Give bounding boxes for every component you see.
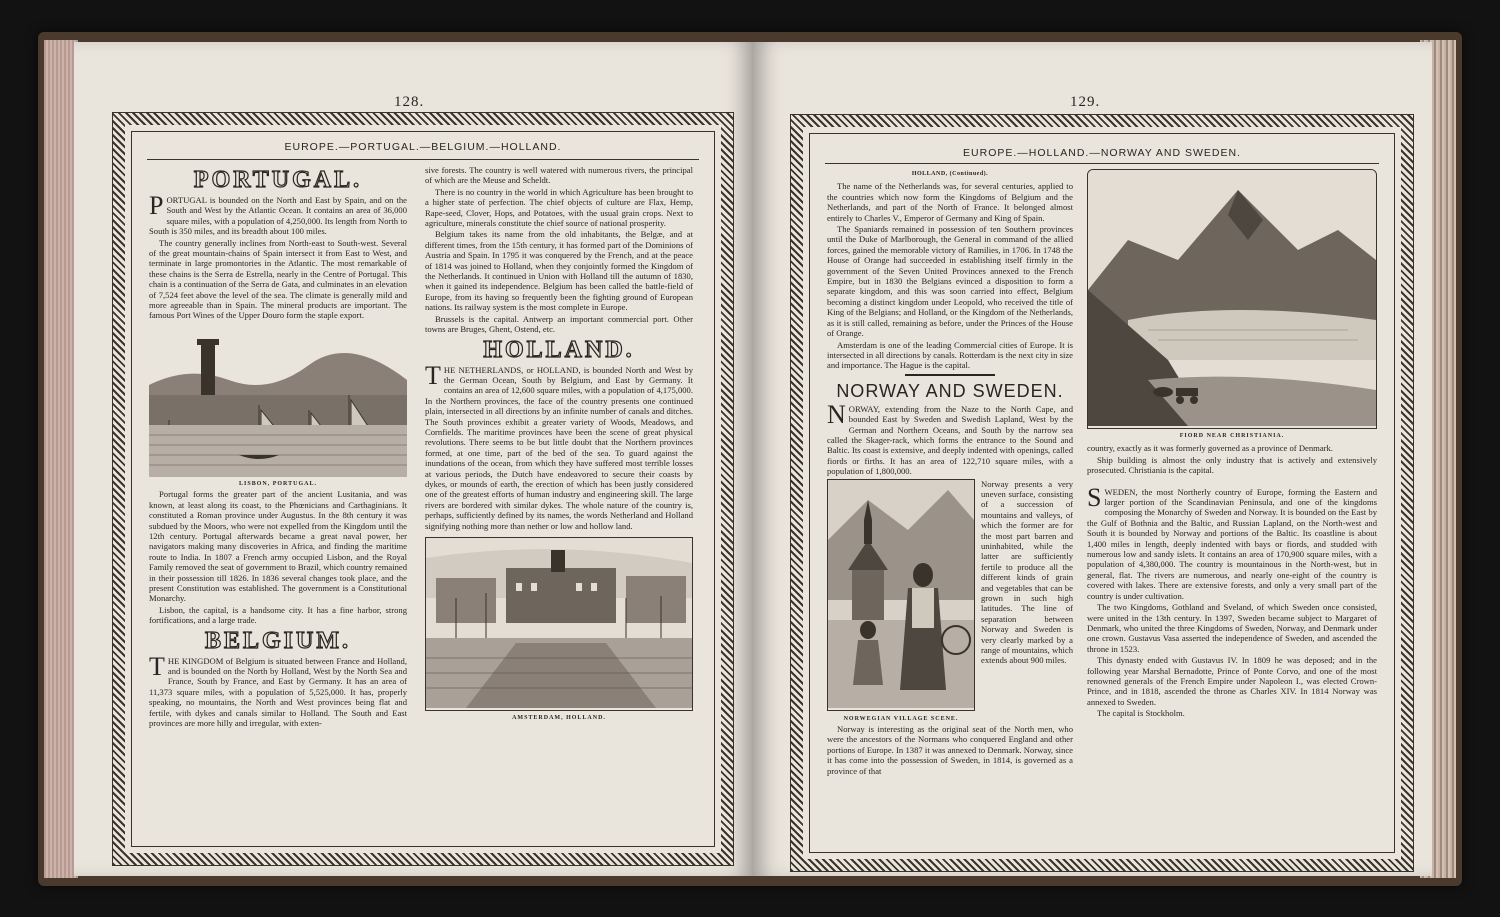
norway-figure-row <box>827 479 1073 724</box>
dropcap: S <box>1087 482 1102 512</box>
paragraph: This dynasty ended with Gustavus IV. In 1809 he was deposed; and in the following year Marshal Bernadotte, Prince of Ponte Corvo, and one of the most renowned generals of the French Empire under Napoleon I., was elected Crown-Prince, and in 1818, ascended the throne as Charles XIV. In 1814 Norway was annexed to Sweden. <box>1087 655 1377 707</box>
paragraph: The Spaniards remained in possession of ten Southern provinces until the Duke of Marlborough, the General in command of the allied forces, gained the memorable victory of Ramilies, in 1706. In 1748 the House of Orange had succeeded in establishing itself firmly in the government of the Seven United Provinces annexed to the French Empire, but in 1830 the Belgians evinced a disposition to form a separate kingdom, and this was soon carried into effect, Belgium becoming a distinct kingdom under Leopold, who received the title of King of the Belgians; and Holland, or the Kingdom of the Netherlands, as it is still called, remaining as before, under the Princes of the House of Orange. <box>827 224 1073 339</box>
paragraph <box>1087 482 1377 601</box>
paragraph-text: WEDEN, the most Northerly country of Europe, forming the Eastern and larger portion of the Scandinavian Peninsula, and one of the kingdoms composing the Monarchy of Sweden and Norway. It is bounded on the East by the Gulf of Bothnia and the Baltic, and Russian Lapland, on the North-west and South it is bounded by Norway and portions of the Baltic. Its coastline is about 1,400 miles in length, deeply indented with bays or fiords, and studded with numerous low and sandy islets. It contains an area of 170,900 square miles, with a population of 4,380,000. The country is mountainous in the North-west, but in general, flat. The rivers are numerous, and nearly one-eight of the country is covered with lakes. There are extensive forests, and only a very small part of the country is under cultivation. <box>1087 486 1377 601</box>
page-edges-left <box>44 40 78 878</box>
left-column-2 <box>425 165 693 723</box>
paragraph: Belgium takes its name from the old inhabitants, the Belgæ, and at different times, from the 15th century, it has formed part of the Dominions of Austria and Spain. In 1795 it was conquered by the French, and at the peace of 1814 was joined to Holland, when they conjointly formed the Kingdom of the Netherlands. It continued in Union with Holland till the autumn of 1830, when it gained its independence. Belgium has been called the battle-field of Europe, from its having so frequently been the fighting ground of European nations. Its railway system is the most complete in Europe. <box>425 229 693 313</box>
paragraph-text: ORWAY, extending from the Naze to the North Cape, and bounded East by Sweden and Swedish Lapland, West by the German and Northern Oceans, and South by the narrow sea called the Skager-rack, which forms the entrance to the Sound and Baltic. Its coast is extensive, and deeply indented with openings, called fiords or firths. It has an area of 122,710 square miles, with a population of 1,800,000. <box>827 403 1073 477</box>
paragraph <box>149 651 407 729</box>
section-title-portugal: PORTUGAL. <box>193 167 363 193</box>
lisbon-engraving <box>149 325 407 477</box>
paragraph: The name of the Netherlands was, for several centuries, applied to the countries which now form the Kingdoms of Belgium and the Netherlands, and part of the North of France. It belonged almost entirely to Charles V., Emperor of Germany and King of Spain. <box>827 181 1073 223</box>
right-page <box>752 42 1432 876</box>
image-caption: NORWEGIAN VILLAGE SCENE. <box>843 715 959 722</box>
paragraph <box>425 360 693 532</box>
image-caption: LISBON, PORTUGAL. <box>239 480 317 487</box>
section-title-belgium: BELGIUM. <box>204 627 351 654</box>
paragraph: Brussels is the capital. Antwerp an important commercial port. Other towns are Bruges, Ghent, Ostend, etc. <box>425 313 693 335</box>
dropcap: P <box>149 191 164 220</box>
right-column-2 <box>1087 169 1377 720</box>
paragraph: The capital is Stockholm. <box>1097 708 1185 719</box>
ornamental-frame <box>790 114 1414 872</box>
paragraph: Portugal forms the greater part of the ancient Lusitania, and was known, at least along its coast, to the Phœnicians and Carthaginians. It constituted a Roman province under Augustus. In the 8th century it was subdued by the Moors, who were not expelled from the Kingdom until the 12th century. Portugal afterwards became a great naval power, her navigators making many discoveries in Africa, and finding the maritime route to India. In 1807 a French army occupied Lisbon, and the Royal Family removed the seat of government to Brazil, which country remained in their possession till 1826. In 1836 several changes took place, and the present Constitution was established. The government is a Constitutional Monarchy. <box>149 489 407 604</box>
page-number: 129. <box>1070 94 1101 110</box>
left-column-1 <box>149 165 407 729</box>
paragraph-text: HE KINGDOM of Belgium is situated between France and Holland, and is bounded on the North by Holland, West by the North Sea and France, South by France, and East by Germany. It has an area of 11,373 square miles, with a population of 5,525,000. It has, properly speaking, no mountains, the North and West provinces being flat and fertile, with dykes and canals similar to Holland. The South and East provinces are more hilly and irregular, with exten- <box>149 655 407 728</box>
paragraph: The country generally inclines from North-east to South-west. Several of the great mountain-chains of Spain intersect it from East to West, and terminate in large promontories in the Atlantic. The most remarkable of these chains is the Serra de Estrella, nearly in the Centre of Portugal. This chain is a continuation of the Serra de Gata, and culminates in an elevation of 7,524 feet above the level of the sea. The climate is generally mild and more agreeable than in Spain. The mineral products are important. The famous Port Wines of the Upper Douro form the staple export. <box>149 237 407 321</box>
header-rule <box>825 163 1379 164</box>
paragraph <box>149 191 407 237</box>
page-number: 128. <box>394 94 425 110</box>
amsterdam-engraving <box>425 537 693 711</box>
paragraph: Norway is interesting as the original seat of the North men, who were the ancestors of the Normans who conquered England and other portions of Europe. In 1387 it was annexed to Denmark. Norway, since it has come into the possession of Sweden, in 1814, is governed as a province of that <box>827 723 1073 776</box>
norway-side-text: Norway presents a very uneven surface, consisting of a succession of mountains and valleys, of which the former are for the most part barren and uninhabited, while the latter are sufficiently fertile to produce all the different kinds of grain and vegetables that can be grown in such high latitudes. The line of separation between Norway and Sweden is very clearly marked by a range of mountains, which extends about 900 miles. <box>981 478 1073 666</box>
fiord-engraving <box>1087 169 1377 429</box>
left-page <box>74 42 754 876</box>
image-caption: AMSTERDAM, HOLLAND. <box>512 715 606 721</box>
amsterdam-illustration <box>426 538 692 708</box>
paragraph: There is no country in the world in which Agriculture has been brought to a higher state of perfection. The chief objects of culture are Flax, Hemp, Rape-seed, Clover, Hops, and Potatoes, with the usual grain crops. Next to agriculture, minerals constitute the chief source of national prosperity. <box>425 186 693 229</box>
paragraph-text: ORTUGAL is bounded on the North and East by Spain, and on the South and West by the Atlantic Ocean. It contains an area of 36,000 square miles, with a population of 4,250,000. Its length from North to South is 350 miles, and its breadth about 100 miles. <box>149 195 407 237</box>
paragraph: Lisbon, the capital, is a handsome city. It has a fine harbor, strong fortifications, and a large trade. <box>149 604 407 626</box>
paragraph-text: HE NETHERLANDS, or HOLLAND, is bounded North and West by the German Ocean, South by Belgium, and East by Germany. It contains an area of 12,600 square miles, with a population of 4,175,000. In the Northern provinces, the face of the country presents one continued plain, intersected in all directions by an infinite number of canals and ditches. The South provinces exhibit a greater variety of Woods, Meadows, and Cornfields. The maritime provinces have been the scene of great physical revolutions. There seems to be but little doubt that the Northern provinces formed, at one time, part of the bed of the sea. To guard against the inundations of the ocean, from which they have suffered most terrible losses at various periods, the Dutch have endeavored to secure their coasts by dykes, or mounds of earth, the erection of which has been justly considered one of the greatest efforts of human industry and engineering skill. The large rivers are bordered with similar dykes. The whole nature of the country is, perhaps, sufficiently defined by its names, the words Netherland and Holland signifying nothing more than nether or low and hollow land. <box>425 364 693 531</box>
paragraph: Amsterdam is one of the leading Commercial cities of Europe. It is intersected in all directions by canals. Rotterdam is the next city in size and importance. The Hague is the capital. <box>827 339 1073 371</box>
paragraph: country, exactly as it was formerly governed as a province of Denmark. <box>1087 443 1333 454</box>
spacer <box>1087 477 1377 487</box>
section-divider <box>905 374 995 376</box>
continued-subhead: HOLLAND, (Continued). <box>911 171 989 177</box>
fiord-illustration <box>1088 170 1376 426</box>
right-column-1 <box>827 169 1073 777</box>
image-caption: FIORD NEAR CHRISTIANIA. <box>1179 433 1285 439</box>
norwegian-village-engraving <box>827 479 975 711</box>
lisbon-illustration <box>149 325 407 477</box>
paragraph: Ship building is almost the only industry that is actively and extensively prosecuted. Christiania is the capital. <box>1087 454 1377 476</box>
ornamental-frame <box>112 112 734 866</box>
paragraph: The two Kingdoms, Gothland and Sveland, of which Sweden once consisted, were united in the 13th century. In 1397, Sweden became subject to Margaret of Denmark, who united the three Kingdoms of Sweden, Norway, and Denmark under one crown. Gustavus Vasa asserted the independence of Sweden, and ascended the throne in 1523. <box>1087 602 1377 654</box>
paragraph <box>827 399 1073 477</box>
dropcap: N <box>827 399 846 429</box>
dropcap: T <box>425 360 441 390</box>
norwegian-village-illustration <box>828 480 974 708</box>
header-rule <box>147 159 699 160</box>
page-header: EUROPE.—PORTUGAL.—BELGIUM.—HOLLAND. <box>284 141 562 153</box>
paragraph: sive forests. The country is well watered with numerous rivers, the principal of which are the Meuse and Scheldt. <box>425 165 693 186</box>
section-title-holland: HOLLAND. <box>483 336 635 363</box>
norwegian-village-figure <box>827 479 975 724</box>
page-header: EUROPE.—HOLLAND.—NORWAY AND SWEDEN. <box>963 147 1241 159</box>
dropcap: T <box>149 651 165 681</box>
section-title-norway-sweden: NORWAY AND SWEDEN. <box>836 380 1064 401</box>
